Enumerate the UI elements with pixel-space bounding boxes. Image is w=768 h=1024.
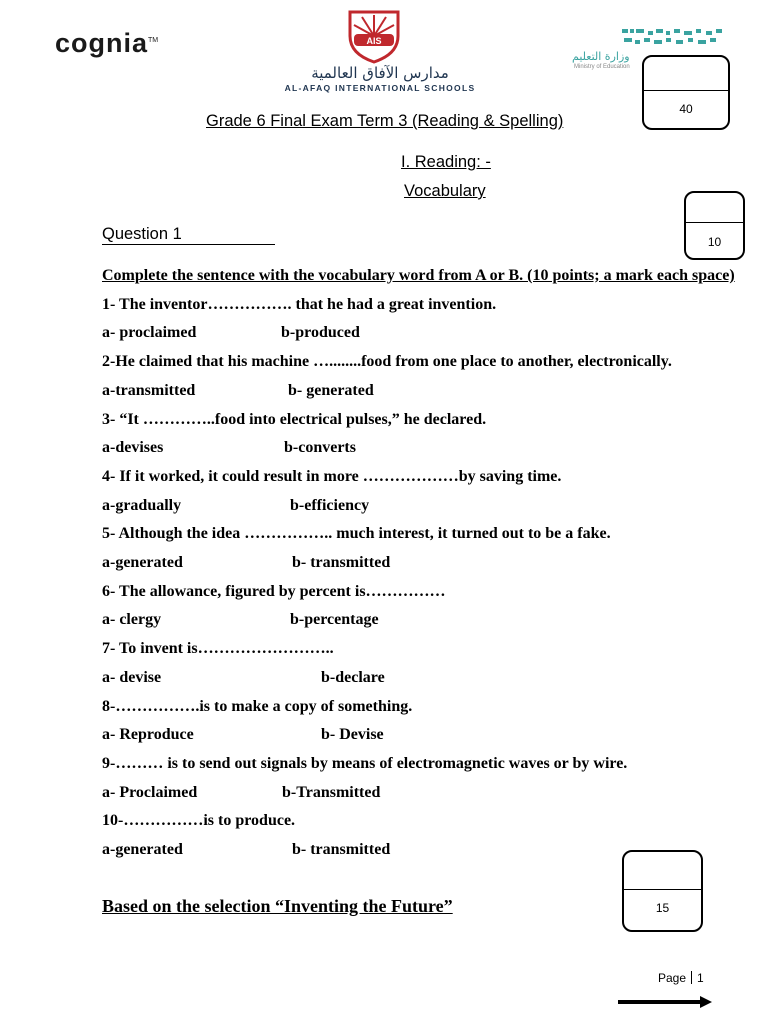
cognia-trademark: TM: [148, 37, 159, 44]
question-stem: 5- Although the idea …………….. much interest, it turned out to be a fake.: [102, 525, 611, 543]
option-a: a- clergy: [102, 611, 162, 629]
answer-options: [102, 779, 752, 808]
score-divider: [686, 222, 743, 223]
ministry-logo-icon: [620, 26, 724, 48]
option-a: a- Reproduce: [102, 726, 194, 744]
ministry-name-english: Ministry of Education: [574, 64, 630, 70]
question-stem: 6- The allowance, figured by percent is……………: [102, 582, 446, 600]
option-a: a-gradually: [102, 496, 182, 514]
answer-options: [102, 492, 752, 521]
option-a: a-transmitted: [102, 381, 196, 399]
section-title: I. Reading: -: [401, 153, 491, 171]
instruction-text: Complete the sentence with the vocabulary word from A or B. (10 points; a mark each space): [102, 267, 735, 284]
page-label-text: Page: [658, 971, 687, 985]
selection-heading: Based on the selection “Inventing the Future”: [102, 896, 453, 916]
option-b: b-percentage: [290, 611, 379, 629]
question-stem: 10-……………is to produce.: [102, 812, 296, 830]
school-name-english: AL-AFAQ INTERNATIONAL SCHOOLS: [284, 83, 476, 93]
option-b: b- transmitted: [292, 554, 391, 572]
exam-title: Grade 6 Final Exam Term 3 (Reading & Spelling): [206, 112, 564, 130]
option-b: b-converts: [284, 439, 356, 457]
question-1-score-value: 10: [707, 235, 722, 249]
option-b: b-produced: [281, 324, 360, 342]
question-title: Question 1: [102, 225, 275, 245]
option-a: a-generated: [102, 554, 183, 572]
option-a: a- Proclaimed: [102, 783, 198, 801]
answer-options: [102, 721, 752, 750]
cognia-logo: [55, 28, 158, 59]
answer-options: [102, 664, 752, 693]
question-stem: 3- “It …………..food into electrical pulses,” he declared.: [102, 410, 487, 428]
answer-options: [102, 549, 752, 578]
option-a: a- proclaimed: [102, 324, 197, 342]
score-divider: [644, 90, 728, 91]
option-b: b-declare: [321, 668, 385, 686]
option-b: b- transmitted: [292, 841, 391, 859]
cognia-logo-text: cognia: [55, 28, 149, 58]
answer-options: [102, 377, 752, 406]
question-stem: 2-He claimed that his machine …........food from one place to another, electronically.: [102, 353, 672, 371]
selection-score-value: 15: [655, 901, 670, 915]
school-name-arabic: مدارس الآفاق العالمية: [311, 64, 449, 82]
option-a: a-generated: [102, 841, 183, 859]
answer-options: [102, 319, 752, 348]
arrow-right-icon: [618, 996, 712, 1008]
option-b: b-Transmitted: [282, 783, 381, 801]
page-number-label: [658, 971, 704, 985]
ministry-name-arabic: وزارة التعليم: [572, 50, 630, 63]
option-a: a-devises: [102, 439, 164, 457]
total-score-value: 40: [679, 102, 693, 116]
question-body: [102, 262, 752, 865]
question-stem: 9-……… is to send out signals by means of electromagnetic waves or by wire.: [102, 754, 628, 772]
page-separator: [691, 971, 692, 984]
subsection-title: Vocabulary: [404, 182, 486, 200]
option-a: a- devise: [102, 668, 162, 686]
question-stem: 4- If it worked, it could result in more ………………by saving time.: [102, 467, 562, 485]
answer-options: [102, 434, 752, 463]
option-b: b-efficiency: [290, 496, 370, 514]
total-score-box: [642, 55, 730, 130]
ais-emblem-icon: [340, 6, 408, 64]
question-1-score-box: [684, 191, 745, 260]
answer-options: [102, 836, 752, 865]
ais-emblem-text: AIS: [366, 36, 382, 46]
question-stem: 1- The inventor……………. that he had a great invention.: [102, 295, 497, 313]
option-b: b- generated: [288, 381, 374, 399]
option-b: b- Devise: [321, 726, 384, 744]
question-stem: 7- To invent is……………………..: [102, 640, 334, 658]
page-number: 1: [697, 971, 704, 985]
question-stem: 8-…………….is to make a copy of something.: [102, 697, 413, 715]
score-divider: [624, 889, 701, 890]
answer-options: [102, 606, 752, 635]
